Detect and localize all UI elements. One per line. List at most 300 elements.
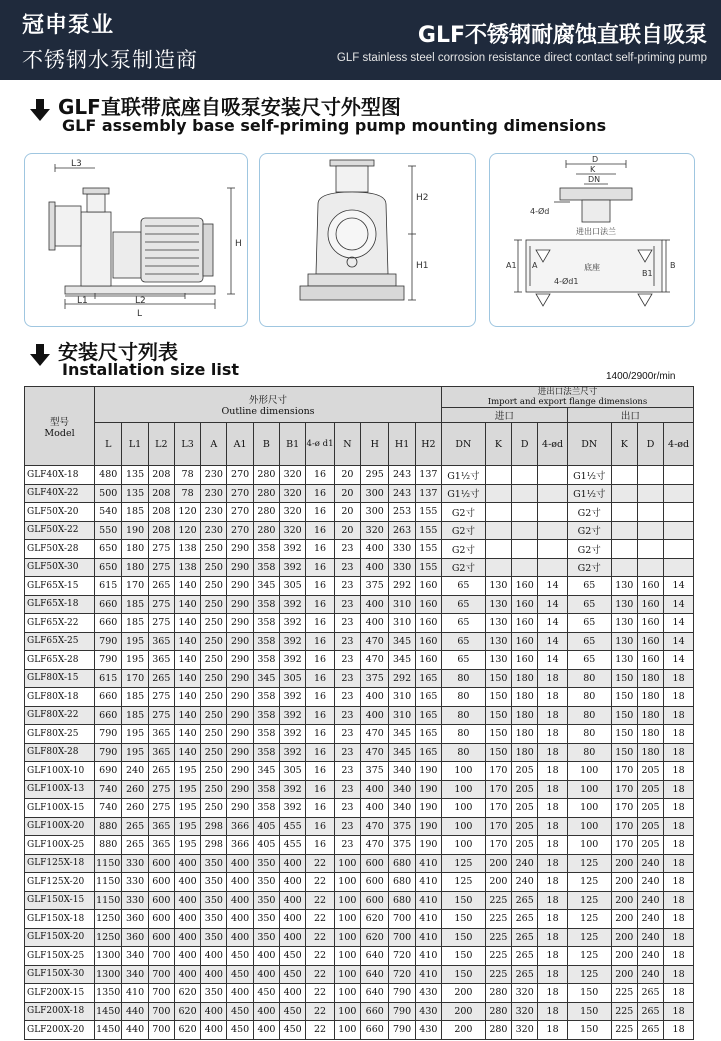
table-cell: 225	[485, 947, 511, 966]
table-cell: 160	[637, 577, 663, 596]
table-cell: 137	[415, 466, 441, 485]
table-cell: 130	[485, 614, 511, 633]
table-cell: 350	[201, 873, 227, 892]
table-cell	[611, 540, 637, 559]
table-cell: 18	[664, 817, 694, 836]
table-row	[25, 614, 694, 633]
table-cell: 400	[361, 558, 389, 577]
table-cell: 180	[512, 725, 538, 744]
table-cell: 270	[227, 521, 253, 540]
flange-header-cn: 进出口法兰尺寸	[537, 387, 598, 397]
table-cell: 1450	[95, 1021, 122, 1040]
table-cell: 410	[415, 947, 441, 966]
table-cell: 620	[174, 984, 200, 1003]
table-cell: 250	[201, 632, 227, 651]
table-row	[25, 817, 694, 836]
table-cell	[538, 503, 568, 522]
front-view-drawing	[259, 153, 476, 327]
table-cell: 205	[512, 836, 538, 855]
table-cell: 225	[485, 928, 511, 947]
table-cell: 275	[148, 540, 174, 559]
table-cell: 400	[201, 1002, 227, 1021]
table-cell: 140	[174, 614, 200, 633]
table-cell: 190	[415, 817, 441, 836]
dim-A: A	[532, 261, 538, 270]
table-cell: 160	[512, 614, 538, 633]
table-cell: 140	[174, 725, 200, 744]
table-cell: 100	[334, 984, 360, 1003]
table-cell: 160	[415, 595, 441, 614]
col-header: B	[253, 423, 279, 466]
table-cell: 22	[306, 928, 334, 947]
table-cell: 305	[280, 577, 306, 596]
table-cell: 22	[306, 965, 334, 984]
table-cell: 18	[664, 947, 694, 966]
model-cell: GLF50X-28	[25, 540, 95, 559]
table-cell: 130	[611, 614, 637, 633]
table-cell: 160	[512, 577, 538, 596]
table-cell: 365	[148, 632, 174, 651]
table-cell: 16	[306, 503, 334, 522]
table-cell: 265	[637, 1002, 663, 1021]
table-cell: 195	[174, 836, 200, 855]
table-cell: 700	[148, 1021, 174, 1040]
table-cell	[664, 558, 694, 577]
table-cell: 205	[512, 762, 538, 781]
table-cell	[611, 484, 637, 503]
table-cell: 330	[122, 873, 148, 892]
table-cell: 135	[122, 466, 148, 485]
table-cell: 600	[148, 891, 174, 910]
table-cell: 23	[334, 669, 360, 688]
table-cell: 400	[361, 688, 389, 707]
table-cell: 185	[122, 706, 148, 725]
table-cell: 350	[253, 891, 279, 910]
table-cell: 440	[122, 1002, 148, 1021]
table-cell: 208	[148, 503, 174, 522]
table-cell: G2寸	[442, 540, 486, 559]
table-cell: 65	[442, 651, 486, 670]
col-header: 4-ø d1	[306, 423, 334, 466]
table-cell: 345	[389, 743, 415, 762]
table-cell: 280	[253, 466, 279, 485]
table-cell: 80	[567, 688, 611, 707]
table-cell: 130	[485, 651, 511, 670]
table-cell: 22	[306, 873, 334, 892]
table-cell: 275	[148, 706, 174, 725]
table-row	[25, 1021, 694, 1040]
table-cell: 250	[201, 614, 227, 633]
table-cell: 160	[512, 632, 538, 651]
col-header: 4-ød	[538, 423, 568, 466]
table-cell: 18	[538, 743, 568, 762]
table-cell: 310	[389, 688, 415, 707]
table-cell: 16	[306, 577, 334, 596]
table-row	[25, 706, 694, 725]
table-cell: 400	[280, 910, 306, 929]
table-cell: 270	[227, 484, 253, 503]
dim-H: H	[235, 239, 242, 249]
table-cell: 740	[95, 780, 122, 799]
table-cell: 65	[567, 651, 611, 670]
table-cell: 180	[122, 558, 148, 577]
table-cell: 180	[637, 669, 663, 688]
table-cell: 400	[280, 891, 306, 910]
table-cell: 320	[512, 1002, 538, 1021]
table-cell: 155	[415, 503, 441, 522]
col-header: H	[361, 423, 389, 466]
table-cell: 450	[280, 947, 306, 966]
table-cell: 225	[485, 910, 511, 929]
model-cell: GLF100X-10	[25, 762, 95, 781]
table-row	[25, 965, 694, 984]
table-cell: 225	[485, 891, 511, 910]
table-cell: 400	[361, 799, 389, 818]
table-cell: 22	[306, 1021, 334, 1040]
table-cell: 16	[306, 595, 334, 614]
table-cell: 310	[389, 614, 415, 633]
table-cell: 375	[389, 836, 415, 855]
model-cell: GLF150X-15	[25, 891, 95, 910]
table-cell: 125	[567, 891, 611, 910]
table-cell: 265	[637, 1021, 663, 1040]
table-cell: 180	[637, 706, 663, 725]
table-cell: 80	[442, 688, 486, 707]
outlet-header: 出口	[567, 408, 693, 423]
table-cell: 265	[148, 577, 174, 596]
table-cell: 700	[389, 928, 415, 947]
table-cell: 470	[361, 651, 389, 670]
table-cell: 23	[334, 762, 360, 781]
table-cell: 80	[567, 725, 611, 744]
table-cell: 250	[201, 651, 227, 670]
table-cell	[538, 521, 568, 540]
table-cell: 290	[227, 669, 253, 688]
table-cell: 23	[334, 577, 360, 596]
table-cell: 880	[95, 836, 122, 855]
table-cell: 470	[361, 836, 389, 855]
table-cell: 250	[201, 577, 227, 596]
section1-title-cn: GLF直联带底座自吸泵安装尺寸外型图	[58, 95, 401, 119]
col-header: A1	[227, 423, 253, 466]
table-cell: 340	[389, 780, 415, 799]
table-cell: 100	[567, 817, 611, 836]
table-cell: 350	[201, 910, 227, 929]
table-cell: 365	[148, 651, 174, 670]
col-header: L1	[122, 423, 148, 466]
table-cell: 550	[95, 521, 122, 540]
table-cell: 170	[485, 762, 511, 781]
table-cell: 410	[122, 984, 148, 1003]
arrow-down-icon	[30, 99, 50, 121]
table-cell: 400	[201, 1021, 227, 1040]
product-title-en: GLF stainless steel corrosion resistance direct contact self-priming pump	[336, 52, 707, 64]
dim-B: B	[670, 261, 676, 270]
col-header: L2	[148, 423, 174, 466]
table-cell: 410	[415, 854, 441, 873]
table-cell: 400	[201, 947, 227, 966]
table-cell: 280	[253, 521, 279, 540]
table-cell: 20	[334, 521, 360, 540]
table-cell: 358	[253, 706, 279, 725]
col-header: DN	[567, 423, 611, 466]
table-cell: 392	[280, 799, 306, 818]
table-cell: 130	[485, 595, 511, 614]
arrow-down-icon	[30, 344, 50, 366]
table-cell: 358	[253, 743, 279, 762]
table-cell: G2寸	[442, 521, 486, 540]
table-cell: 410	[415, 910, 441, 929]
base-label: 底座	[584, 263, 600, 272]
table-cell: 410	[415, 891, 441, 910]
table-cell: 330	[122, 854, 148, 873]
table-cell: 18	[664, 1002, 694, 1021]
model-header-en: Model	[44, 427, 75, 439]
table-cell: 330	[389, 558, 415, 577]
table-cell: 400	[361, 540, 389, 559]
table-cell: 150	[567, 984, 611, 1003]
table-cell: 790	[389, 1021, 415, 1040]
table-cell: 14	[664, 632, 694, 651]
table-cell: 22	[306, 1002, 334, 1021]
table-cell: 205	[512, 817, 538, 836]
table-cell: 392	[280, 540, 306, 559]
table-cell: 200	[611, 854, 637, 873]
table-cell: 195	[174, 817, 200, 836]
table-cell: 100	[334, 928, 360, 947]
table-cell: 375	[361, 762, 389, 781]
table-cell: 263	[389, 521, 415, 540]
table-cell: 125	[567, 947, 611, 966]
table-cell: 392	[280, 725, 306, 744]
table-cell: 160	[415, 614, 441, 633]
model-cell: GLF65X-15	[25, 577, 95, 596]
table-cell: 250	[201, 780, 227, 799]
table-cell: 140	[174, 632, 200, 651]
table-cell: 250	[201, 725, 227, 744]
table-cell	[538, 466, 568, 485]
table-cell: 250	[201, 595, 227, 614]
table-cell: 640	[361, 947, 389, 966]
table-cell: 190	[415, 762, 441, 781]
table-cell: 150	[485, 725, 511, 744]
table-row	[25, 558, 694, 577]
table-cell	[637, 484, 663, 503]
table-cell: 23	[334, 706, 360, 725]
model-cell: GLF80X-15	[25, 669, 95, 688]
table-cell: 400	[253, 947, 279, 966]
dim-L3: L3	[71, 159, 82, 169]
table-cell: 360	[122, 928, 148, 947]
col-header: K	[485, 423, 511, 466]
table-cell: 275	[148, 614, 174, 633]
table-cell: 358	[253, 780, 279, 799]
table-cell: 290	[227, 577, 253, 596]
table-cell: 18	[538, 910, 568, 929]
table-cell: 14	[538, 651, 568, 670]
dim-H1: H1	[416, 261, 429, 271]
table-cell	[485, 466, 511, 485]
table-cell: 270	[227, 466, 253, 485]
dim-L: L	[137, 309, 143, 319]
table-cell: 20	[334, 484, 360, 503]
table-cell: 1350	[95, 984, 122, 1003]
table-cell: 65	[442, 614, 486, 633]
table-cell: 100	[567, 780, 611, 799]
table-cell: 640	[361, 984, 389, 1003]
table-cell: 400	[361, 706, 389, 725]
table-cell: 350	[253, 910, 279, 929]
table-cell: 265	[122, 836, 148, 855]
table-cell: 18	[664, 836, 694, 855]
table-cell: 240	[637, 965, 663, 984]
table-cell: 16	[306, 799, 334, 818]
table-cell: 365	[148, 817, 174, 836]
table-cell: 500	[95, 484, 122, 503]
table-cell: 150	[442, 928, 486, 947]
table-cell: 270	[227, 503, 253, 522]
table-cell: 240	[512, 854, 538, 873]
table-cell: 160	[415, 577, 441, 596]
table-cell: 18	[664, 688, 694, 707]
table-row	[25, 873, 694, 892]
table-row	[25, 466, 694, 485]
col-header: DN	[442, 423, 486, 466]
table-row	[25, 836, 694, 855]
table-cell: 392	[280, 706, 306, 725]
dim-B1: B1	[642, 269, 653, 278]
table-row	[25, 891, 694, 910]
table-cell: 790	[95, 632, 122, 651]
table-cell: 615	[95, 669, 122, 688]
table-cell: 243	[389, 484, 415, 503]
table-cell: 365	[148, 743, 174, 762]
table-cell: 225	[611, 1002, 637, 1021]
table-cell: 80	[567, 706, 611, 725]
table-cell: 18	[538, 891, 568, 910]
table-cell: 290	[227, 706, 253, 725]
table-cell: 540	[95, 503, 122, 522]
top-banner	[0, 0, 721, 80]
table-cell: 165	[415, 743, 441, 762]
table-cell: 366	[227, 836, 253, 855]
table-cell: 165	[415, 688, 441, 707]
table-cell: 265	[637, 984, 663, 1003]
table-cell: 290	[227, 688, 253, 707]
table-cell: 180	[512, 669, 538, 688]
table-row	[25, 799, 694, 818]
table-cell: 400	[280, 928, 306, 947]
model-cell: GLF125X-20	[25, 873, 95, 892]
table-cell: 1150	[95, 854, 122, 873]
model-cell: GLF200X-20	[25, 1021, 95, 1040]
table-cell: 305	[280, 669, 306, 688]
table-cell	[485, 521, 511, 540]
table-cell: 185	[122, 503, 148, 522]
table-row	[25, 521, 694, 540]
table-cell: 160	[637, 632, 663, 651]
table-cell: 120	[174, 521, 200, 540]
model-cell: GLF50X-20	[25, 503, 95, 522]
table-cell: 78	[174, 466, 200, 485]
table-cell: 16	[306, 651, 334, 670]
table-row	[25, 651, 694, 670]
model-cell: GLF40X-18	[25, 466, 95, 485]
table-cell: 14	[538, 577, 568, 596]
table-cell: 150	[567, 1002, 611, 1021]
table-cell: 130	[611, 577, 637, 596]
table-cell: 660	[95, 614, 122, 633]
outline-header-cn: 外形尺寸	[249, 395, 288, 406]
table-row	[25, 484, 694, 503]
table-cell: 18	[538, 984, 568, 1003]
table-cell: 185	[122, 688, 148, 707]
table-row	[25, 762, 694, 781]
table-cell: 18	[538, 854, 568, 873]
table-cell: 100	[334, 910, 360, 929]
table-cell: 23	[334, 836, 360, 855]
table-cell: 18	[538, 836, 568, 855]
table-cell: 160	[637, 614, 663, 633]
model-cell: GLF80X-22	[25, 706, 95, 725]
table-cell: 265	[122, 817, 148, 836]
table-cell: 400	[361, 614, 389, 633]
table-cell: 350	[253, 873, 279, 892]
table-cell: 140	[174, 577, 200, 596]
table-cell: 135	[122, 484, 148, 503]
table-cell	[512, 484, 538, 503]
col-header: N	[334, 423, 360, 466]
table-row	[25, 669, 694, 688]
table-cell: G1½寸	[567, 484, 611, 503]
table-cell: G2寸	[567, 503, 611, 522]
table-row	[25, 725, 694, 744]
table-cell: 18	[538, 965, 568, 984]
table-cell: 160	[512, 595, 538, 614]
table-cell: 125	[567, 873, 611, 892]
table-cell: 200	[611, 947, 637, 966]
table-cell: 320	[512, 984, 538, 1003]
table-cell: 320	[280, 466, 306, 485]
dim-L1: L1	[77, 296, 88, 306]
model-cell: GLF100X-15	[25, 799, 95, 818]
table-cell: 250	[201, 669, 227, 688]
table-cell: 660	[361, 1002, 389, 1021]
table-cell: 18	[664, 743, 694, 762]
table-cell: 375	[389, 817, 415, 836]
table-cell: 1300	[95, 947, 122, 966]
table-cell: 200	[611, 873, 637, 892]
installation-size-table	[24, 386, 694, 1040]
model-cell: GLF50X-22	[25, 521, 95, 540]
table-cell: 358	[253, 799, 279, 818]
table-cell: 150	[611, 743, 637, 762]
table-cell: 80	[442, 743, 486, 762]
table-cell: 100	[334, 947, 360, 966]
table-cell: 250	[201, 540, 227, 559]
table-cell: 400	[174, 891, 200, 910]
table-cell: 18	[538, 817, 568, 836]
table-cell: 400	[280, 984, 306, 1003]
table-cell: 292	[389, 577, 415, 596]
table-row	[25, 984, 694, 1003]
section1-title-en: GLF assembly base self-priming pump mounting dimensions	[62, 116, 607, 135]
table-row	[25, 1002, 694, 1021]
table-cell: 185	[122, 595, 148, 614]
table-cell: 350	[253, 928, 279, 947]
model-cell: GLF150X-30	[25, 965, 95, 984]
table-cell: 16	[306, 725, 334, 744]
